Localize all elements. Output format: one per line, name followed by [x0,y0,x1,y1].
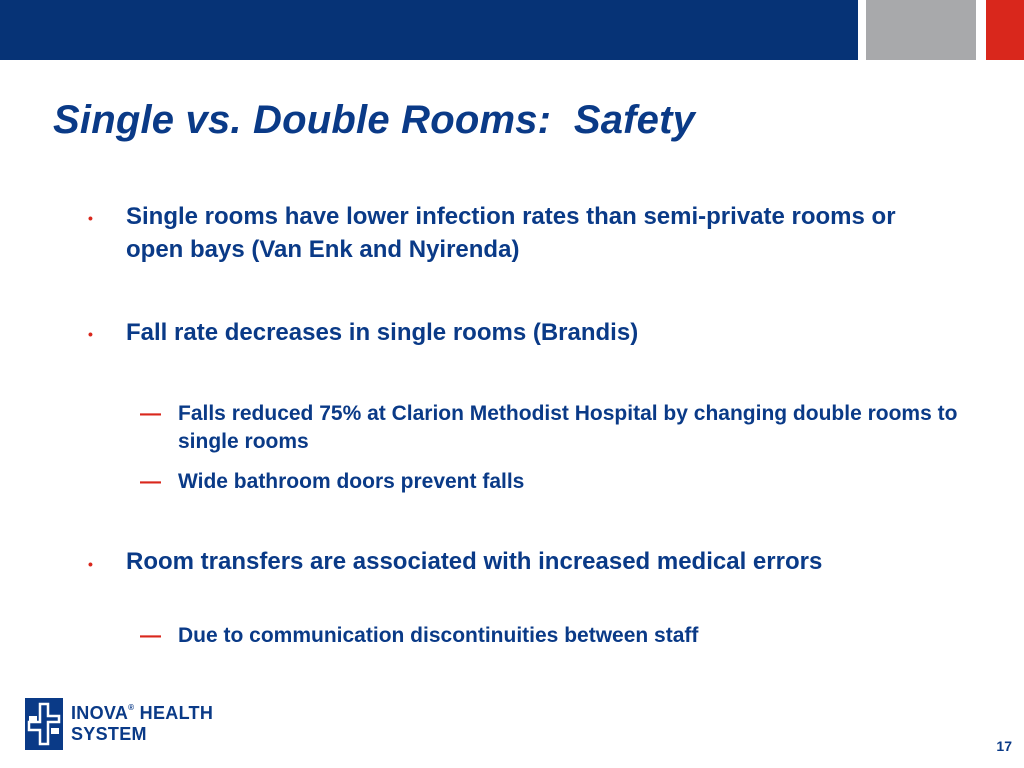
bullet-marker: • [88,326,93,342]
dash-marker: — [140,470,161,493]
sub-bullet-text: Due to communication discontinuities between staff [178,624,699,647]
logo-line-2: SYSTEM [71,724,147,744]
logo-line-1: INOVA® HEALTH [71,703,214,723]
dash-marker: — [140,402,161,425]
bullet-marker: • [88,210,93,226]
bullet-marker: • [88,556,93,572]
bullet-text: Fall rate decreases in single rooms (Brandis) [126,319,639,346]
page-number: 17 [996,738,1012,754]
inova-logo [25,698,225,750]
bullet-text: Single rooms have lower infection rates than semi-private rooms or open bays (Van Enk and Nyirenda) [126,203,896,263]
inova-cross-icon [25,698,63,750]
bullet-text: Room transfers are associated with increased medical errors [126,548,823,575]
sub-bullet-text: Falls reduced 75% at Clarion Methodist Hospital by changing double rooms to single rooms [178,402,958,453]
dash-marker: — [140,624,161,647]
slide-title: Single vs. Double Rooms: Safety [53,98,696,142]
sub-bullet-text: Wide bathroom doors prevent falls [178,470,525,493]
